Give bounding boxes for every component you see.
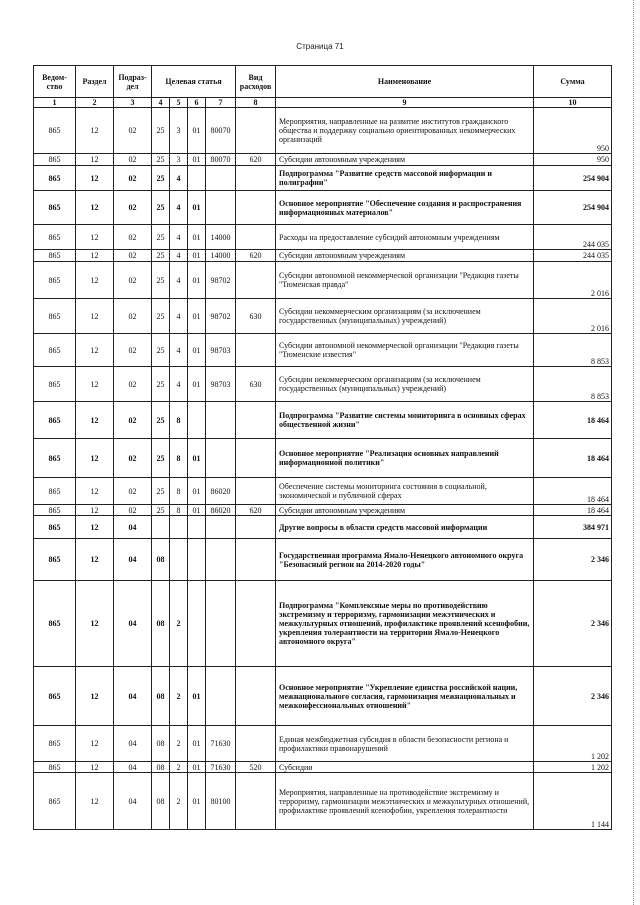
cell-podrazdel: 02 [114, 154, 152, 166]
cell-ved: 865 [34, 166, 76, 191]
cell-razdel: 12 [76, 478, 114, 505]
cell-target-subprogram: 4 [170, 250, 188, 262]
cell-target-program: 25 [152, 402, 170, 439]
cell-podrazdel: 02 [114, 250, 152, 262]
header-sum: Сумма [534, 66, 612, 98]
cell-target-program: 25 [152, 250, 170, 262]
cell-target-subprogram: 2 [170, 762, 188, 773]
table-row [34, 108, 612, 154]
cell-target-event: 01 [188, 773, 206, 830]
cell-sum: 950 [534, 108, 612, 154]
cell-target-subprogram: 4 [170, 166, 188, 191]
cell-razdel: 12 [76, 225, 114, 250]
cell-sum: 18 464 [534, 402, 612, 439]
cell-sum: 244 035 [534, 225, 612, 250]
cell-name: Другие вопросы в области средств массовой информации [276, 516, 534, 539]
cell-sum: 2 346 [534, 667, 612, 726]
cell-vid [236, 773, 276, 830]
table-body [34, 108, 612, 830]
cell-target-subprogram: 3 [170, 154, 188, 166]
cell-name: Субсидии автономным учреждениям [276, 505, 534, 516]
cell-target-event: 01 [188, 478, 206, 505]
cell-sum: 1 144 [534, 773, 612, 830]
cell-razdel: 12 [76, 191, 114, 225]
cell-name: Обеспечение системы мониторинга состояния в социальной, экономической и публичной сферах [276, 478, 534, 505]
cell-name: Основное мероприятие "Укрепление единства российской нации, межнационального согласия, гармонизация межнациональных и межконфессиональных отношений" [276, 667, 534, 726]
table-row [34, 667, 612, 726]
cell-target-program: 08 [152, 773, 170, 830]
cell-target-code [206, 539, 236, 581]
cell-target-program: 08 [152, 762, 170, 773]
cell-target-event [188, 539, 206, 581]
cell-name: Основное мероприятие "Обеспечение создания и распространения информационных материалов" [276, 191, 534, 225]
cell-podrazdel: 04 [114, 667, 152, 726]
cell-podrazdel: 04 [114, 726, 152, 762]
cell-target-code: 14000 [206, 250, 236, 262]
table-row [34, 225, 612, 250]
cell-name: Субсидии некоммерческим организациям (за исключением государственных (муниципальных) учреждений) [276, 367, 534, 402]
cell-target-event: 01 [188, 154, 206, 166]
cell-sum: 254 904 [534, 166, 612, 191]
cell-vid [236, 726, 276, 762]
table-row [34, 250, 612, 262]
cell-target-subprogram [170, 516, 188, 539]
cell-ved: 865 [34, 191, 76, 225]
cell-razdel: 12 [76, 762, 114, 773]
cell-podrazdel: 04 [114, 762, 152, 773]
cell-target-code: 86020 [206, 478, 236, 505]
table-row [34, 367, 612, 402]
cell-razdel: 12 [76, 402, 114, 439]
cell-ved: 865 [34, 262, 76, 299]
cell-sum: 18 464 [534, 439, 612, 478]
cell-podrazdel: 04 [114, 773, 152, 830]
cell-target-event: 01 [188, 667, 206, 726]
cell-podrazdel: 04 [114, 516, 152, 539]
cell-ved: 865 [34, 505, 76, 516]
cell-target-event [188, 581, 206, 667]
cell-sum: 384 971 [534, 516, 612, 539]
cell-name: Мероприятия, направленные на развитие институтов гражданского общества и поддержку социально ориентированных некоммерческих организаций [276, 108, 534, 154]
cell-target-program: 25 [152, 299, 170, 334]
cell-target-program: 25 [152, 154, 170, 166]
cell-name: Субсидии автономным учреждениям [276, 154, 534, 166]
cell-target-program: 25 [152, 108, 170, 154]
cell-vid [236, 581, 276, 667]
cell-target-code: 98702 [206, 262, 236, 299]
cell-razdel: 12 [76, 334, 114, 367]
cell-ved: 865 [34, 773, 76, 830]
cell-name: Расходы на предоставление субсидий автономным учреждениям [276, 225, 534, 250]
cell-target-event: 01 [188, 108, 206, 154]
cell-target-program: 08 [152, 539, 170, 581]
cell-name: Субсидии автономной некоммерческой организации "Редакция газеты "Тюменские известия" [276, 334, 534, 367]
cell-target-subprogram: 4 [170, 262, 188, 299]
cell-vid: 520 [236, 762, 276, 773]
cell-target-event: 01 [188, 250, 206, 262]
cell-name: Подпрограмма "Развитие системы мониторинга в основных сферах общественной жизни" [276, 402, 534, 439]
cell-vid [236, 108, 276, 154]
cell-target-program: 25 [152, 262, 170, 299]
cell-target-code: 98702 [206, 299, 236, 334]
cell-podrazdel: 02 [114, 402, 152, 439]
cell-target-code [206, 516, 236, 539]
cell-name: Субсидии автономным учреждениям [276, 250, 534, 262]
cell-target-code: 80070 [206, 154, 236, 166]
table-row [34, 726, 612, 762]
cell-razdel: 12 [76, 299, 114, 334]
cell-razdel: 12 [76, 439, 114, 478]
cell-ved: 865 [34, 225, 76, 250]
header-name: Наименование [276, 66, 534, 98]
header-razdel: Раздел [76, 66, 114, 98]
col-num: 3 [114, 98, 152, 108]
cell-vid [236, 334, 276, 367]
cell-ved: 865 [34, 667, 76, 726]
table-row [34, 478, 612, 505]
cell-target-subprogram: 8 [170, 505, 188, 516]
header-vid: Вид расходов [236, 66, 276, 98]
cell-vid: 620 [236, 154, 276, 166]
col-num: 5 [170, 98, 188, 108]
cell-target-code: 71630 [206, 726, 236, 762]
cell-razdel: 12 [76, 505, 114, 516]
cell-vid: 620 [236, 250, 276, 262]
cell-podrazdel: 02 [114, 191, 152, 225]
cell-vid [236, 191, 276, 225]
cell-ved: 865 [34, 402, 76, 439]
cell-target-event: 01 [188, 299, 206, 334]
cell-target-code: 86020 [206, 505, 236, 516]
cell-target-code: 98703 [206, 334, 236, 367]
table-header [34, 66, 612, 108]
cell-podrazdel: 02 [114, 166, 152, 191]
cell-target-program: 25 [152, 367, 170, 402]
cell-name: Субсидии автономной некоммерческой организации "Редакция газеты "Тюменская правда" [276, 262, 534, 299]
cell-vid [236, 516, 276, 539]
table-row [34, 191, 612, 225]
cell-target-program: 08 [152, 726, 170, 762]
cell-target-code [206, 581, 236, 667]
cell-name: Субсидии [276, 762, 534, 773]
table-row [34, 334, 612, 367]
cell-razdel: 12 [76, 667, 114, 726]
cell-podrazdel: 02 [114, 478, 152, 505]
cell-vid [236, 478, 276, 505]
cell-razdel: 12 [76, 108, 114, 154]
header-row [34, 66, 612, 98]
cell-podrazdel: 02 [114, 439, 152, 478]
cell-target-subprogram: 8 [170, 402, 188, 439]
header-podrazdel: Подраз-дел [114, 66, 152, 98]
cell-name: Подпрограмма "Комплексные меры по противодействию экстремизму и терроризму, гармонизации межэтнических и межкультурных отношений, профилактике проявлений ксенофобии, укрепления толерантности на территории Ямало-Ненецкого автономного округа" [276, 581, 534, 667]
cell-target-subprogram: 2 [170, 667, 188, 726]
cell-target-event [188, 516, 206, 539]
cell-podrazdel: 02 [114, 225, 152, 250]
cell-sum: 8 853 [534, 334, 612, 367]
cell-razdel: 12 [76, 581, 114, 667]
header-target: Целевая статья [152, 66, 236, 98]
cell-target-subprogram: 8 [170, 439, 188, 478]
cell-target-event [188, 166, 206, 191]
table-row [34, 762, 612, 773]
budget-table [33, 65, 612, 830]
cell-target-event: 01 [188, 367, 206, 402]
cell-target-code: 71630 [206, 762, 236, 773]
cell-ved: 865 [34, 516, 76, 539]
cell-ved: 865 [34, 478, 76, 505]
cell-target-program: 08 [152, 581, 170, 667]
cell-target-subprogram: 4 [170, 334, 188, 367]
cell-target-event: 01 [188, 726, 206, 762]
cell-vid [236, 402, 276, 439]
cell-vid: 620 [236, 505, 276, 516]
cell-podrazdel: 04 [114, 539, 152, 581]
cell-target-subprogram: 2 [170, 773, 188, 830]
cell-target-event: 01 [188, 191, 206, 225]
cell-razdel: 12 [76, 166, 114, 191]
cell-target-code: 80100 [206, 773, 236, 830]
cell-ved: 865 [34, 539, 76, 581]
table-row [34, 581, 612, 667]
cell-vid [236, 667, 276, 726]
cell-target-event: 01 [188, 762, 206, 773]
cell-ved: 865 [34, 334, 76, 367]
cell-ved: 865 [34, 299, 76, 334]
cell-podrazdel: 02 [114, 334, 152, 367]
cell-target-code [206, 439, 236, 478]
cell-razdel: 12 [76, 726, 114, 762]
cell-sum: 2 016 [534, 262, 612, 299]
cell-target-program: 25 [152, 478, 170, 505]
cell-razdel: 12 [76, 773, 114, 830]
cell-podrazdel: 02 [114, 505, 152, 516]
col-num: 1 [34, 98, 76, 108]
cell-sum: 18 464 [534, 505, 612, 516]
cell-sum: 8 853 [534, 367, 612, 402]
cell-name: Основное мероприятие "Реализация основных направлений информационной политики" [276, 439, 534, 478]
cell-razdel: 12 [76, 154, 114, 166]
cell-target-subprogram: 8 [170, 478, 188, 505]
cell-ved: 865 [34, 250, 76, 262]
cell-podrazdel: 02 [114, 367, 152, 402]
cell-target-code: 14000 [206, 225, 236, 250]
cell-sum: 2 346 [534, 581, 612, 667]
cell-target-subprogram: 4 [170, 191, 188, 225]
cell-target-subprogram: 4 [170, 367, 188, 402]
cell-vid [236, 439, 276, 478]
cell-ved: 865 [34, 367, 76, 402]
cell-ved: 865 [34, 154, 76, 166]
cell-name: Субсидии некоммерческим организациям (за исключением государственных (муниципальных) учреждений) [276, 299, 534, 334]
col-num: 4 [152, 98, 170, 108]
cell-target-subprogram [170, 539, 188, 581]
cell-vid [236, 225, 276, 250]
cell-razdel: 12 [76, 539, 114, 581]
cell-sum: 1 202 [534, 726, 612, 762]
scan-edge [633, 0, 640, 905]
column-number-row [34, 98, 612, 108]
cell-target-event: 01 [188, 334, 206, 367]
table-row [34, 539, 612, 581]
cell-target-event: 01 [188, 262, 206, 299]
cell-vid [236, 262, 276, 299]
cell-ved: 865 [34, 726, 76, 762]
cell-razdel: 12 [76, 516, 114, 539]
cell-sum: 2 016 [534, 299, 612, 334]
cell-ved: 865 [34, 439, 76, 478]
col-num: 10 [534, 98, 612, 108]
cell-name: Подпрограмма "Развитие средств массовой информации и полиграфии" [276, 166, 534, 191]
cell-target-program: 08 [152, 667, 170, 726]
cell-sum: 950 [534, 154, 612, 166]
cell-ved: 865 [34, 581, 76, 667]
cell-target-code [206, 402, 236, 439]
cell-podrazdel: 02 [114, 108, 152, 154]
col-num: 7 [206, 98, 236, 108]
cell-target-event [188, 402, 206, 439]
cell-target-event: 01 [188, 225, 206, 250]
cell-target-program: 25 [152, 334, 170, 367]
cell-target-program [152, 516, 170, 539]
cell-podrazdel: 04 [114, 581, 152, 667]
cell-target-subprogram: 4 [170, 299, 188, 334]
cell-target-program: 25 [152, 505, 170, 516]
cell-ved: 865 [34, 762, 76, 773]
cell-name: Единая межбюджетная субсидия в области безопасности региона и профилактики правонарушений [276, 726, 534, 762]
cell-vid: 630 [236, 299, 276, 334]
cell-sum: 244 035 [534, 250, 612, 262]
cell-target-subprogram: 2 [170, 581, 188, 667]
cell-vid [236, 539, 276, 581]
page-label: Страница 71 [296, 42, 344, 51]
cell-podrazdel: 02 [114, 299, 152, 334]
col-num: 6 [188, 98, 206, 108]
cell-target-program: 25 [152, 191, 170, 225]
cell-razdel: 12 [76, 367, 114, 402]
col-num: 2 [76, 98, 114, 108]
cell-podrazdel: 02 [114, 262, 152, 299]
table-row [34, 439, 612, 478]
cell-target-event: 01 [188, 505, 206, 516]
table-row [34, 262, 612, 299]
cell-target-code [206, 667, 236, 726]
cell-target-code: 98703 [206, 367, 236, 402]
cell-sum: 1 202 [534, 762, 612, 773]
cell-ved: 865 [34, 108, 76, 154]
cell-target-code [206, 191, 236, 225]
cell-name: Мероприятия, направленные на противодействие экстремизму и терроризму, гармонизации межэтнических и межкультурных отношений, профилактике проявлений ксенофобии, укрепления толерантности [276, 773, 534, 830]
table-row [34, 773, 612, 830]
cell-sum: 2 346 [534, 539, 612, 581]
cell-name: Государственная программа Ямало-Ненецкого автономного округа "Безопасный регион на 2014-2020 годы" [276, 539, 534, 581]
cell-sum: 18 464 [534, 478, 612, 505]
cell-target-subprogram: 4 [170, 225, 188, 250]
col-num: 9 [276, 98, 534, 108]
header-ved: Ведом-ство [34, 66, 76, 98]
cell-target-program: 25 [152, 166, 170, 191]
cell-sum: 254 904 [534, 191, 612, 225]
table-row [34, 402, 612, 439]
table-row [34, 154, 612, 166]
cell-vid [236, 166, 276, 191]
table-row [34, 166, 612, 191]
cell-razdel: 12 [76, 250, 114, 262]
col-num: 8 [236, 98, 276, 108]
table-row [34, 516, 612, 539]
table-row [34, 299, 612, 334]
cell-target-program: 25 [152, 439, 170, 478]
cell-vid: 630 [236, 367, 276, 402]
cell-target-subprogram: 2 [170, 726, 188, 762]
cell-razdel: 12 [76, 262, 114, 299]
cell-target-program: 25 [152, 225, 170, 250]
table-row [34, 505, 612, 516]
cell-target-subprogram: 3 [170, 108, 188, 154]
cell-target-code [206, 166, 236, 191]
cell-target-code: 80070 [206, 108, 236, 154]
cell-target-event: 01 [188, 439, 206, 478]
